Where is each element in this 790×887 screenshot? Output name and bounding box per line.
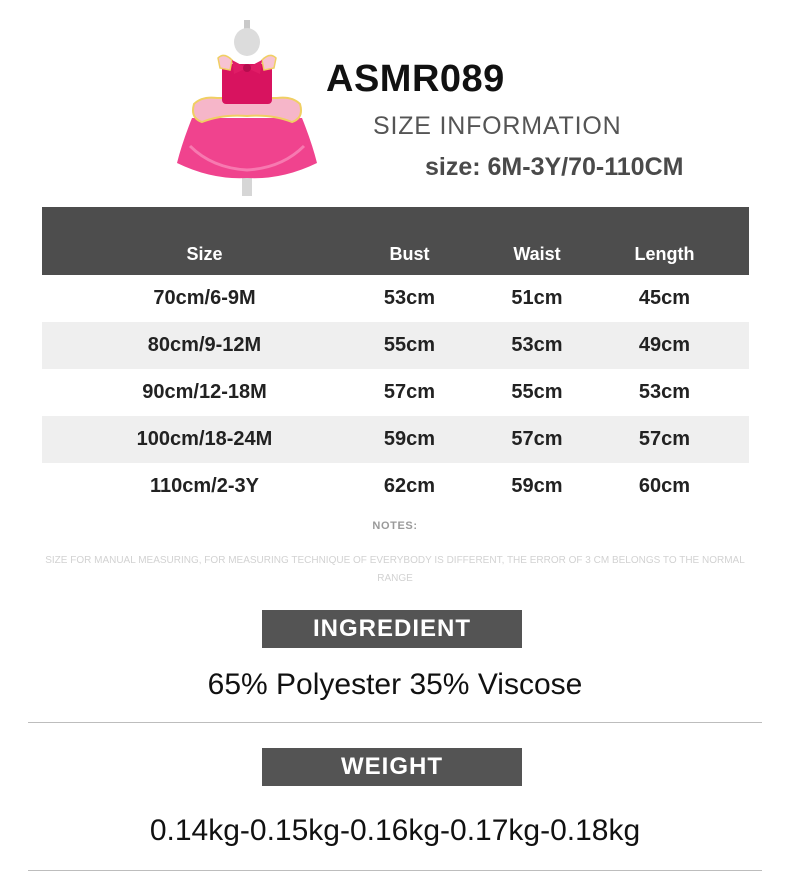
waist-cell: 55cm bbox=[511, 381, 563, 403]
header-bust: Bust bbox=[389, 244, 430, 264]
waist-cell: 59cm bbox=[511, 475, 563, 497]
table-row bbox=[42, 369, 749, 416]
waist-cell: 57cm bbox=[511, 428, 563, 450]
size-cell: 80cm/9-12M bbox=[147, 334, 262, 356]
size-table bbox=[42, 207, 749, 510]
divider bbox=[28, 722, 762, 723]
bust-cell: 59cm bbox=[383, 428, 436, 450]
header-waist: Waist bbox=[513, 244, 561, 264]
product-sku: ASMR089 bbox=[326, 58, 505, 100]
notes-text: SIZE FOR MANUAL MEASURING, FOR MEASURING TECHNIQUE OF EVERYBODY IS DIFFERENT, THE ERROR OF 3 CM BELONGS TO THE NORMAL RANGE bbox=[45, 555, 745, 584]
waist-cell: 53cm bbox=[511, 334, 563, 356]
size-cell: 110cm/2-3Y bbox=[150, 475, 259, 497]
weight-banner: WEIGHT bbox=[262, 748, 522, 786]
size-cell: 70cm/6-9M bbox=[153, 287, 256, 309]
length-cell: 57cm bbox=[638, 428, 691, 450]
waist-cell: 51cm bbox=[511, 287, 563, 309]
ingredient-banner: INGREDIENT bbox=[262, 610, 522, 648]
table-row bbox=[42, 275, 749, 322]
length-cell: 45cm bbox=[638, 287, 691, 309]
table-row bbox=[42, 322, 749, 369]
bust-cell: 57cm bbox=[383, 381, 436, 403]
table-row bbox=[42, 463, 749, 510]
dress-product-image bbox=[172, 18, 322, 200]
length-cell: 53cm bbox=[638, 381, 691, 403]
size-cell: 90cm/12-18M bbox=[142, 381, 267, 403]
bust-cell: 55cm bbox=[383, 334, 436, 356]
size-cell: 100cm/18-24M bbox=[136, 428, 273, 450]
length-cell: 60cm bbox=[638, 475, 691, 497]
ingredient-value: 65% Polyester 35% Viscose bbox=[207, 668, 583, 701]
size-range: size: 6M-3Y/70-110CM bbox=[425, 153, 684, 181]
bust-cell: 53cm bbox=[383, 287, 436, 309]
length-cell: 49cm bbox=[638, 334, 691, 356]
weight-value: 0.14kg-0.15kg-0.16kg-0.17kg-0.18kg bbox=[149, 814, 641, 847]
size-information-title: SIZE INFORMATION bbox=[373, 112, 622, 140]
header-size: Size bbox=[186, 244, 223, 264]
header-length: Length bbox=[634, 244, 695, 264]
table-header bbox=[42, 207, 749, 275]
product-header bbox=[0, 0, 790, 205]
notes-title: NOTES: bbox=[372, 520, 418, 532]
bust-cell: 62cm bbox=[383, 475, 436, 497]
divider bbox=[28, 870, 762, 871]
table-row bbox=[42, 416, 749, 463]
